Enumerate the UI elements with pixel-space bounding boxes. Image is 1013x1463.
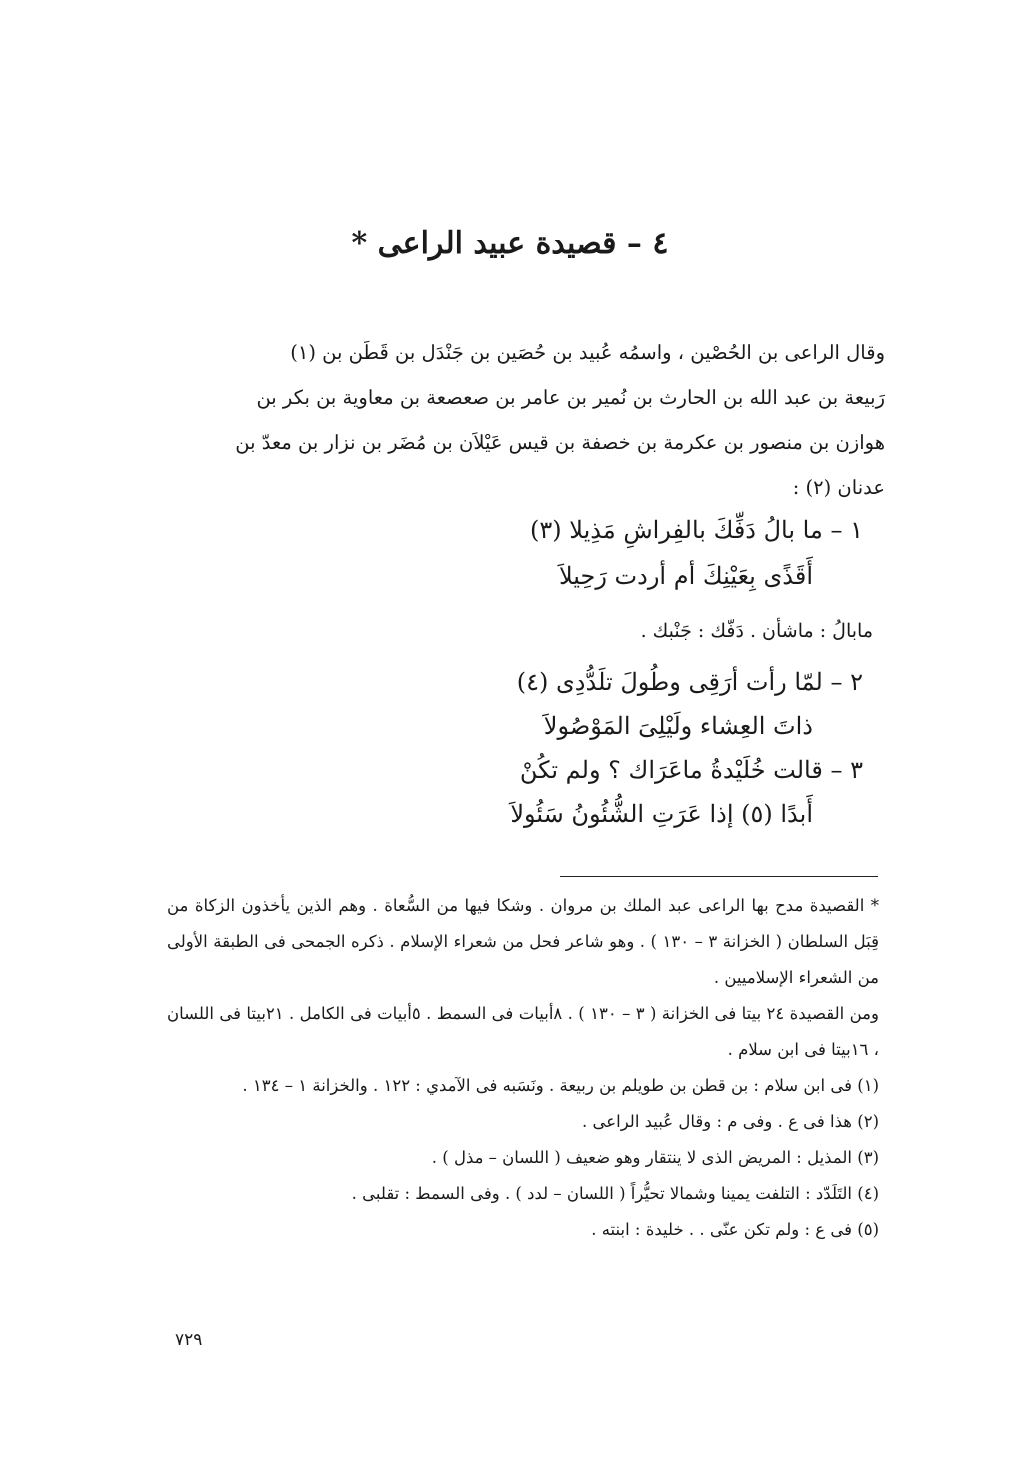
verse-2-first-hemistich: ٢ – لمّا رأت أرَقِى وطُولَ تلَدُّدِى (٤) [516,668,863,696]
footnote: (٣) المذيل : المريض الذى لا ينتقار وهو ضعيف ( اللسان – مذل ) . [431,1148,879,1167]
verse-3-second-hemistich: أَبدًا (٥) إذا عَرَتِ الشُّئُونُ سَئُولاَ [510,800,813,828]
footnotes [167,888,879,1248]
verse-2-second-hemistich: ذاتَ العِشاء ولَيْلِىَ المَوْصُولاَ [543,712,813,740]
footnote: (٢) هذا فى ع . وفى م : وقال عُبيد الراعى . [582,1112,879,1131]
intro-line: وقال الراعى بن الحُصْين ، واسمُه عُبيد بن حُصَين بن جَنْدَل بن قَطَن بن (١) [290,341,885,364]
intro-line: هوازن بن منصور بن عكرمة بن خصفة بن قيس عَيْلاَن بن مُضَر بن نزار بن معدّ بن [235,431,885,454]
footnote: (١) فى ابن سلام : بن قطن بن طويلم بن ربيعة . ونَسَبه فى الآمدي : ١٢٢ . والخزانة ١ – ١٣٤ . [242,1076,879,1095]
footnote: (٥) فى ع : ولم تكن عنّى . . خليدة : ابنته . [591,1220,879,1239]
verse-3-first-hemistich: ٣ – قالت خُلَيْدةُ ماعَرَاك ؟ ولم تكُنْ [519,756,863,784]
footnote: * القصيدة مدح بها الراعى عبد الملك بن مروان . وشكا فيها من السُّعاة . وهم الذين يأخذون الزكاة من قِبَل السلطان ( الخزانة ٣ – ١٣٠ ) . وهو شاعر فحل من شعراء الإسلام . ذكره الجمحى فى الطبقة الأولى من الشعراء الإسلاميين . [167,896,879,987]
intro-line: عدنان (٢) : [792,476,885,499]
verse-1-second-hemistich: أَقَذًى بِعَيْنِكَ أم أردت رَحِيلاَ [558,562,813,590]
gloss-line: مابالُ : ماشأن . دَفّك : جَنْبك . [640,620,873,642]
verse-1-first-hemistich: ١ – ما بالُ دَفِّكَ بالفِراشِ مَذِيلا (٣) [529,516,863,544]
footnote-separator [560,876,878,877]
footnote: ومن القصيدة ٢٤ بيتا فى الخزانة ( ٣ – ١٣٠ ) . ٨أبيات فى السمط . ٥أبيات فى الكامل . ٢١بيتا فى اللسان ، ١٦بيتا فى ابن سلام . [167,1004,879,1059]
intro-line: رَبيعة بن عبد الله بن الحارث بن نُمير بن عامر بن صعصعة بن معاوية بن بكر بن [256,386,885,409]
page-number: ٧٢٩ [175,1330,203,1350]
intro-paragraph [165,330,885,510]
footnote: (٤) التَلَدّد : التلفت يمينا وشمالا تحيُّراً ( اللسان – لدد ) . وفى السمط : تقلبى . [351,1184,879,1203]
poem-title: ٤ – قصيدة عبيد الراعى * [351,226,669,261]
